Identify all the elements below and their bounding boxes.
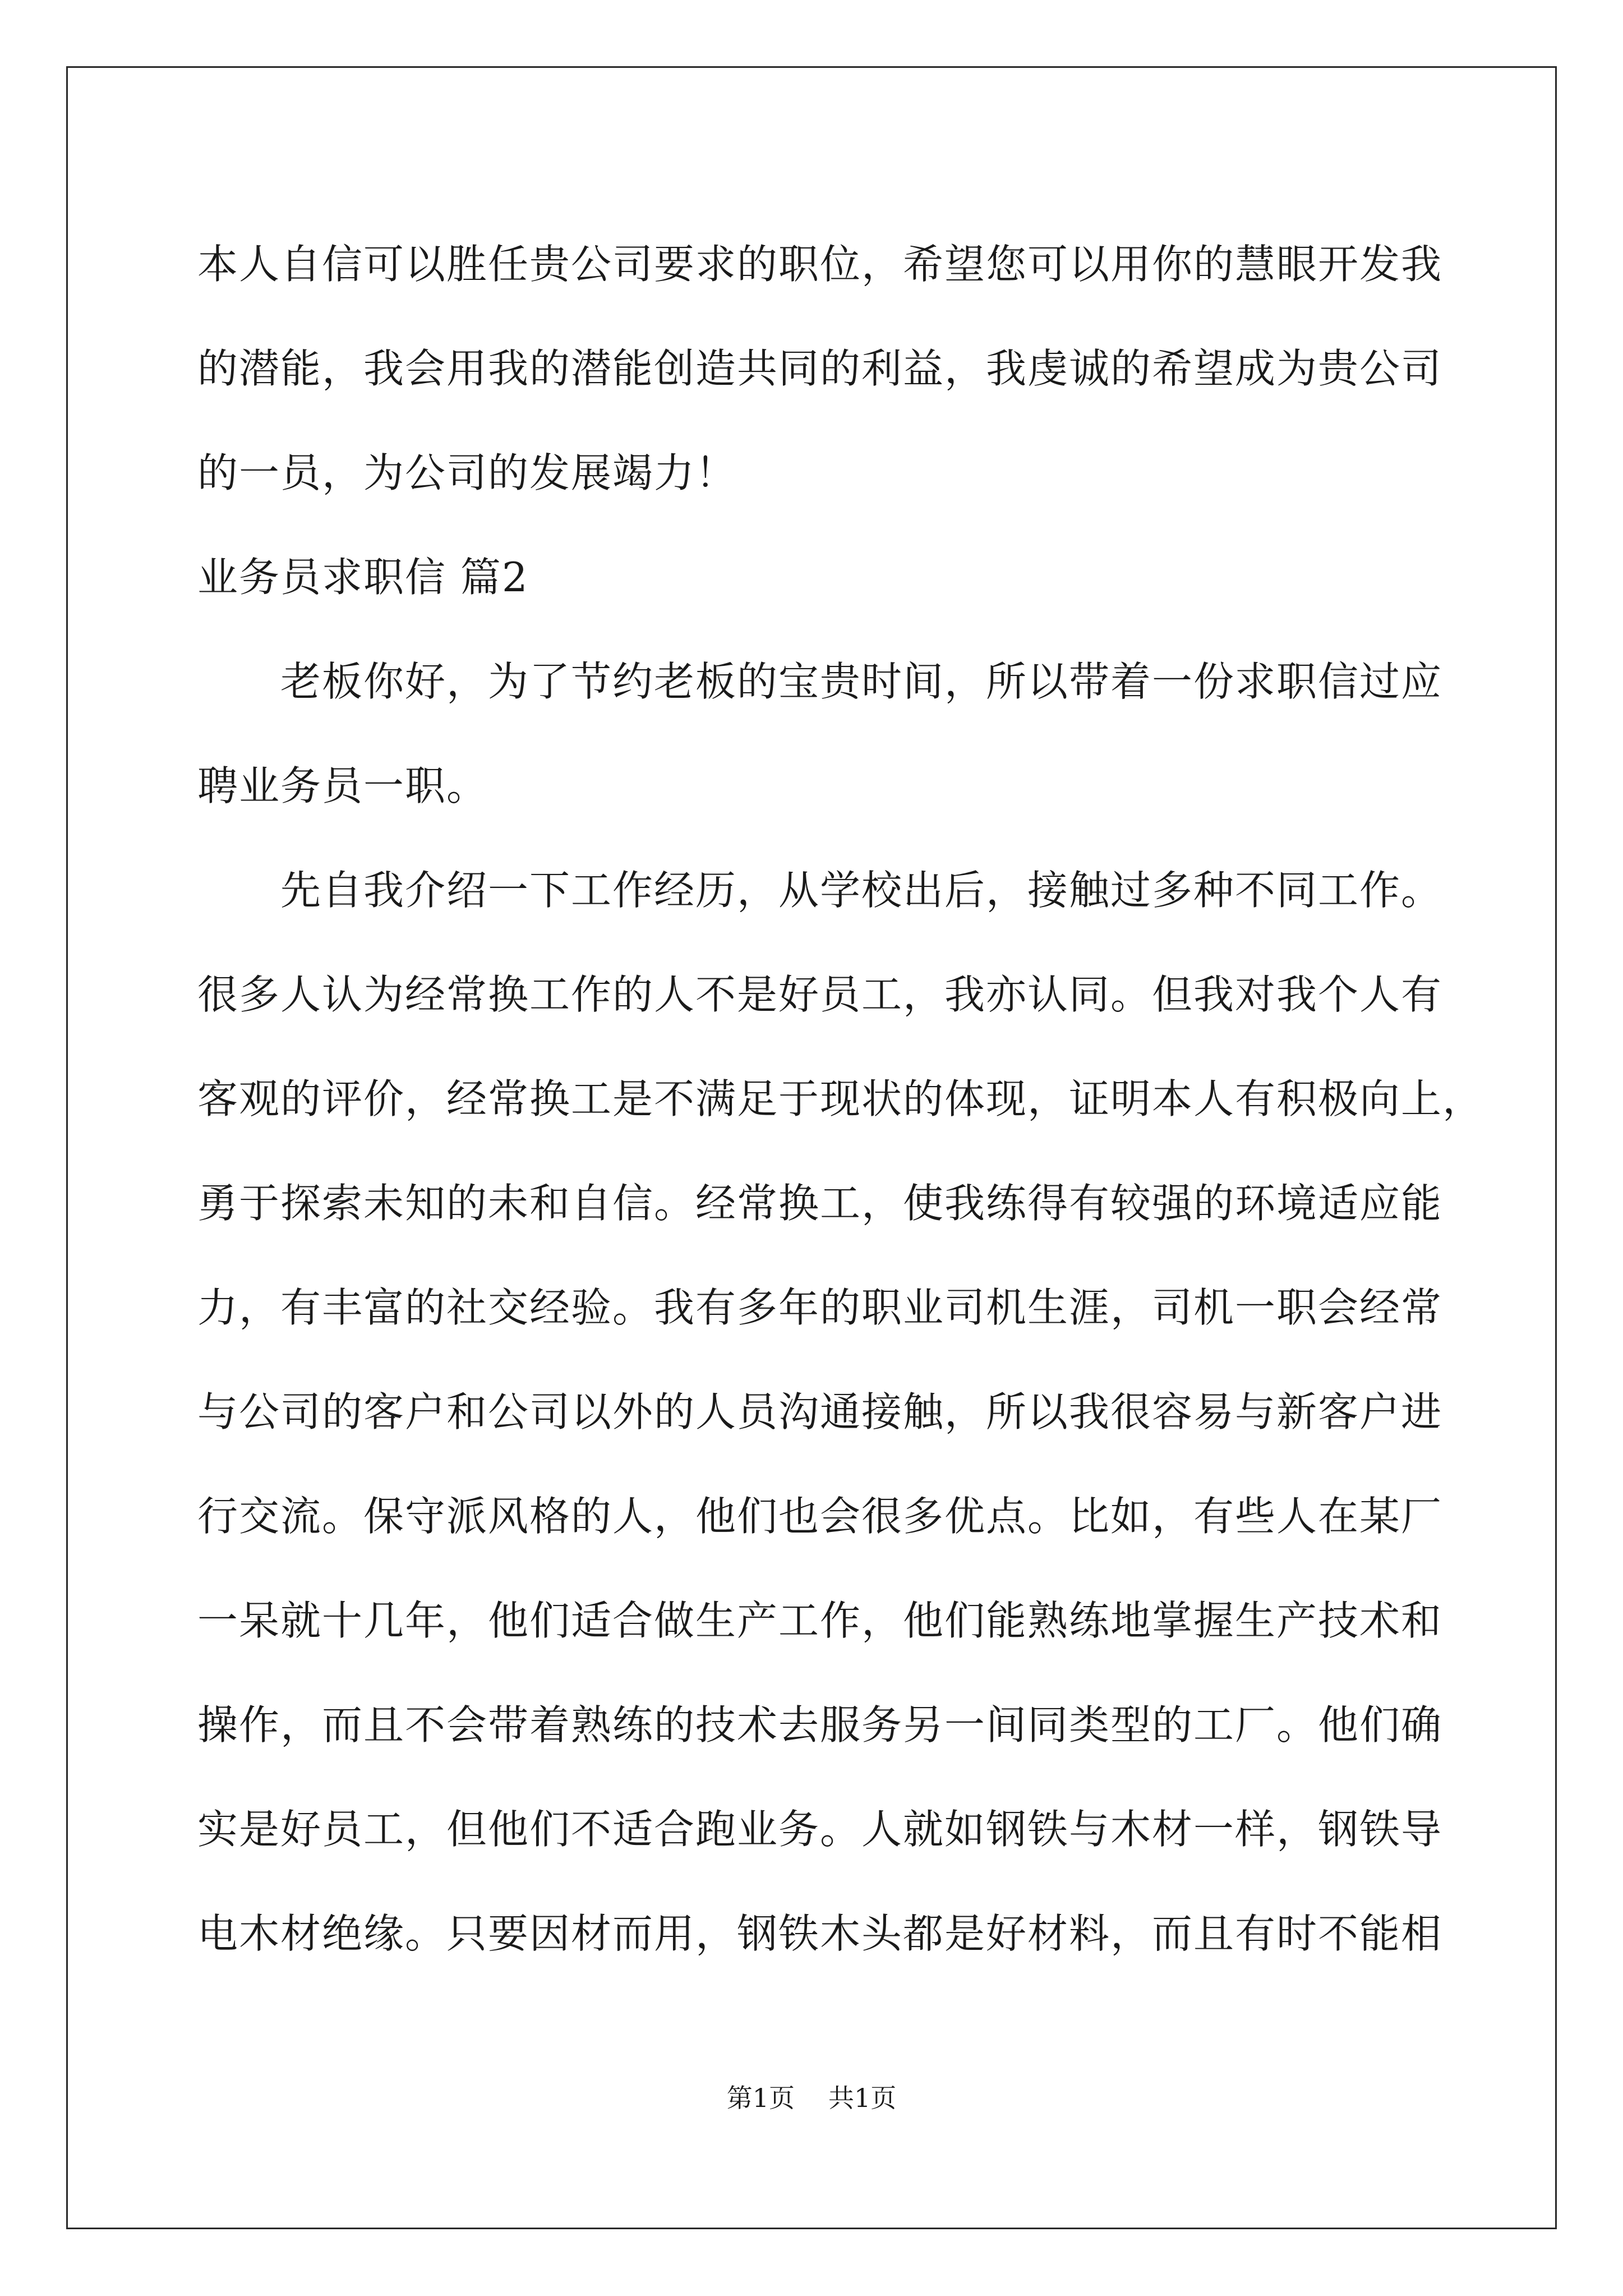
body-text-line: 操作，而且不会带着熟练的技术去服务另一间同类型的工厂。他们确 (197, 1701, 1443, 1749)
body-text-line: 勇于探索未知的未和自信。经常换工，使我练得有较强的环境适应能 (197, 1180, 1443, 1227)
body-text-line: 一呆就十几年，他们适合做生产工作，他们能熟练地掌握生产技术和 (197, 1597, 1443, 1644)
body-text-line: 老板你好，为了节约老板的宝贵时间，所以带着一份求职信过应 (280, 658, 1443, 705)
body-text-line: 先自我介绍一下工作经历，从学校出后，接触过多种不同工作。 (280, 867, 1443, 914)
body-text-line: 与公司的客户和公司以外的人员沟通接触，所以我很容易与新客户进 (197, 1388, 1443, 1435)
page-total: 共1页 (828, 2083, 897, 2113)
body-text-line: 的潜能，我会用我的潜能创造共同的利益，我虔诚的希望成为贵公司 (197, 345, 1443, 392)
body-text-line: 的一员，为公司的发展竭力！ (197, 449, 737, 496)
page-number: 第1页 (726, 2083, 795, 2113)
body-text-line: 力，有丰富的社交经验。我有多年的职业司机生涯，司机一职会经常 (197, 1284, 1443, 1331)
body-text-line: 客观的评价，经常换工是不满足于现状的体现，证明本人有积极向上， (197, 1075, 1484, 1122)
body-text-line: 聘业务员一职。 (197, 762, 488, 809)
body-text-line: 电木材绝缘。只要因材而用，钢铁木头都是好材料，而且有时不能相 (197, 1910, 1443, 1957)
section-heading: 业务员求职信 篇2 (197, 554, 529, 601)
body-text-line: 实是好员工，但他们不适合跑业务。人就如钢铁与木材一样，钢铁导 (197, 1806, 1443, 1853)
page-footer (0, 2081, 1623, 2115)
body-text-line: 很多人认为经常换工作的人不是好员工，我亦认同。但我对我个人有 (197, 971, 1443, 1018)
body-text-line: 行交流。保守派风格的人，他们也会很多优点。比如，有些人在某厂 (197, 1493, 1443, 1540)
body-text-line: 本人自信可以胜任贵公司要求的职位，希望您可以用你的慧眼开发我 (197, 241, 1443, 288)
document-body (197, 212, 1484, 1986)
